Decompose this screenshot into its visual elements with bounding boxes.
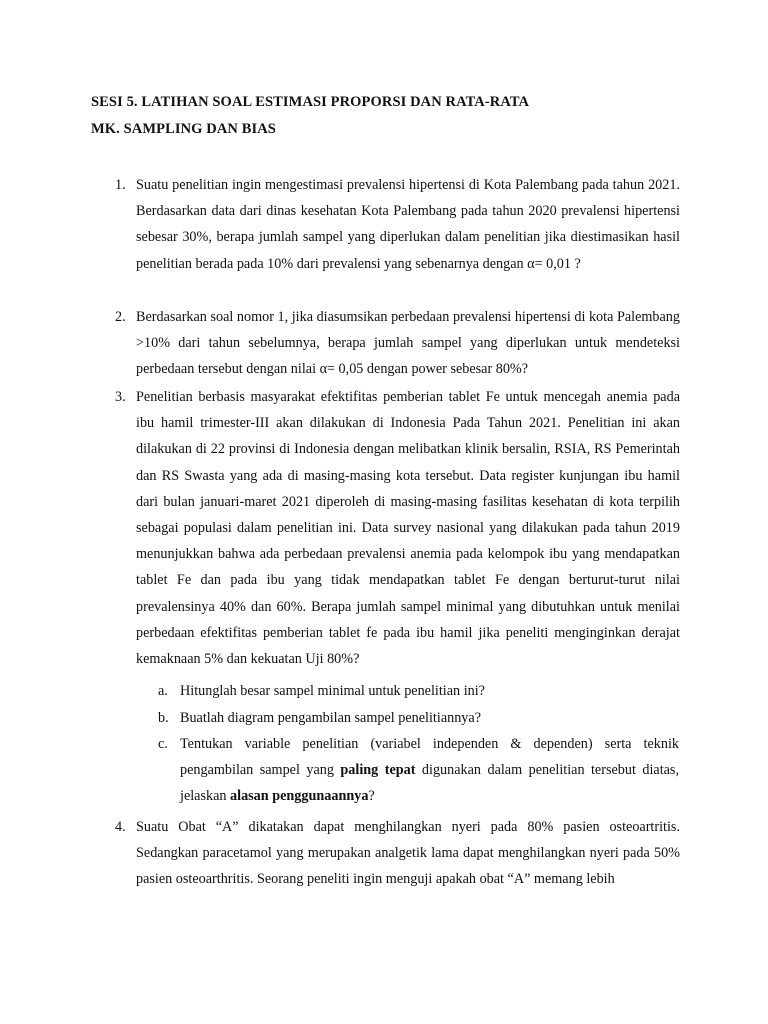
question-text: Penelitian berbasis masyarakat efektifitas pemberian tablet Fe untuk mencegah anemia pada ibu hamil trimester-III akan dilakukan di Indonesia Pada Tahun 2021. Penelitian ini akan dilakukan di 22 provinsi di Indonesia dengan melibatkan klinik bersalin, RSIA, RS Pemerintah dan RS Swasta yang ada di masing-masing kota tersebut. Data register kunjungan ibu hamil dari bulan januari-maret 2021 diperoleh di masing-masing fasilitas kesehatan di kota terpilih sebagai populasi dalam penelitian ini. Data survey nasional yang dilakukan pada tahun 2019 menunjukkan bahwa ada perbedaan prevalensi anemia pada kelompok ibu yang mendapatkan tablet Fe dan pada ibu yang tidak mendapatkan tablet Fe dengan berturut-turut nilai prevalensinya 40% dan 60%. Berapa jumlah sampel minimal yang dibutuhkan untuk menilai perbedaan efektifitas pemberian tablet fe pada ibu hamil jika peneliti menginginkan derajat kemaknaan 5% dan kekuatan Uji 80%? (136, 389, 680, 668)
bold-emphasis: alasan penggunaannya (230, 788, 369, 805)
sub-question-text: Hitunglah besar sampel minimal untuk penelitian ini? (180, 683, 485, 699)
sub-question-letter: c. (158, 736, 168, 752)
question-text: Suatu penelitian ingin mengestimasi prevalensi hipertensi di Kota Palembang pada tahun 2021. Berdasarkan data dari dinas kesehatan Kota Palembang pada tahun 2020 prevalensi hipertensi sebesar 30%, berapa jumlah sampel yang diperlukan dalam penelitian jika diestimasikan hasil penelitian berada pada 10% dari prevalensi yang sebenarnya dengan α= 0,01 ? (136, 177, 680, 272)
sub-question-letter: a. (158, 683, 168, 699)
course-title: MK. SAMPLING DAN BIAS (91, 121, 276, 137)
question-number: 4. (115, 819, 126, 835)
text-segment: digunakan dalam penelitian tersebut diatas, jelaskan (180, 762, 679, 805)
question-number: 3. (115, 389, 126, 405)
question-number: 1. (115, 177, 126, 193)
question-text: Berdasarkan soal nomor 1, jika diasumsikan perbedaan prevalensi hipertensi di kota Palembang >10% dari tahun sebelumnya, berapa jumlah sampel yang diperlukan untuk mendeteksi perbedaan tersebut dengan nilai α= 0,05 dengan power sebesar 80%? (136, 309, 680, 378)
bold-emphasis: paling tepat (340, 762, 416, 779)
text-segment: ? (368, 788, 375, 805)
sub-question-text: Buatlah diagram pengambilan sampel penelitiannya? (180, 710, 481, 726)
question-text: Suatu Obat “A” dikatakan dapat menghilangkan nyeri pada 80% pasien osteoartritis. Sedangkan paracetamol yang merupakan analgetik lama dapat menghilangkan nyeri pada 50% pasien osteoarthritis. Seorang peneliti ingin menguji apakah obat “A” memang lebih (136, 819, 680, 888)
document-title: SESI 5. LATIHAN SOAL ESTIMASI PROPORSI DAN RATA-RATA (91, 94, 530, 110)
question-number: 2. (115, 309, 126, 325)
sub-question-letter: b. (158, 710, 169, 726)
sub-question-text (180, 731, 679, 810)
text-segment: Tentukan variable penelitian (variabel independen & dependen) serta teknik pengambilan sampel yang (180, 736, 679, 779)
